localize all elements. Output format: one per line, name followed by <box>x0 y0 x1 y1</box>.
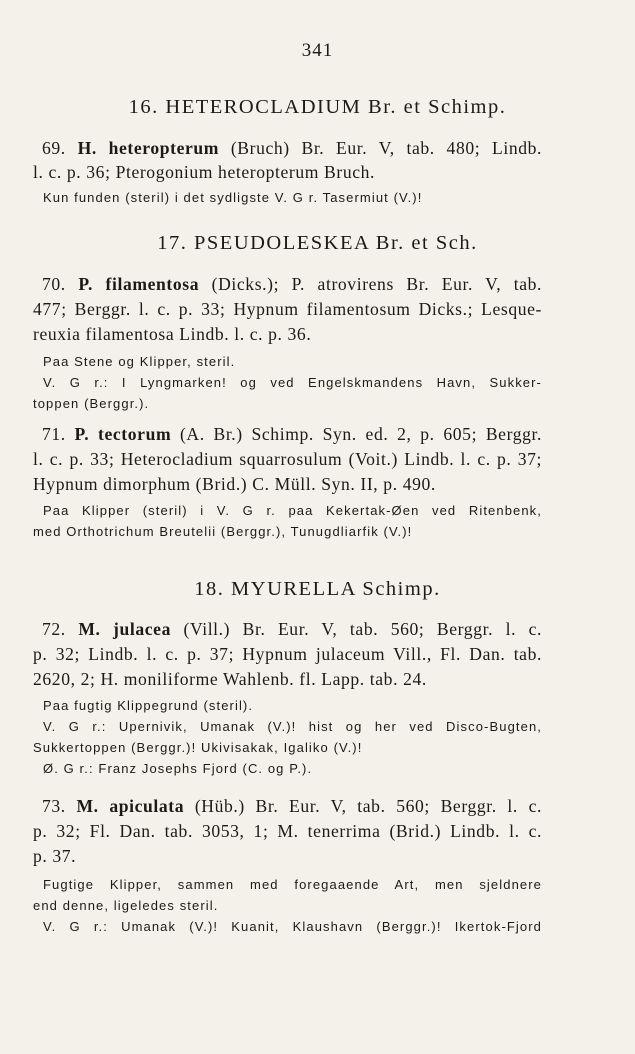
entry-73-line-1 <box>42 796 542 817</box>
species-name: M. julacea <box>78 619 171 639</box>
entry-70-note-1: Paa Stene og Klipper, steril. <box>43 354 236 369</box>
entry-70-line-2: 477; Berggr. l. c. p. 33; Hypnum filamentosum Dicks.; Lesque- <box>33 299 542 319</box>
entry-69-line-1 <box>42 138 542 159</box>
species-name: P. tectorum <box>74 424 172 444</box>
page-number: 341 <box>301 40 334 61</box>
entry-71-line-2: l. c. p. 33; Heterocladium squarrosulum (Voit.) Lindb. l. c. p. 37; <box>33 449 542 469</box>
entry-72-line-1 <box>42 619 542 640</box>
entry-citation: (Vill.) Br. Eur. V, tab. 560; Berggr. l. c. <box>170 619 542 639</box>
species-name: P. filamentosa <box>78 274 200 294</box>
entry-70-note-2: V. G r.: I Lyngmarken! og ved Engelskmandens Havn, Sukker- <box>43 375 542 390</box>
entry-citation: (Hüb.) Br. Eur. V, tab. 560; Berggr. l. c. <box>184 796 542 816</box>
entry-72-line-2: p. 32; Lindb. l. c. p. 37; Hypnum julaceum Vill., Fl. Dan. tab. <box>33 644 542 664</box>
species-name: H. heteropterum <box>77 138 220 158</box>
section-heading-myurella: 18. MYURELLA Schimp. <box>194 578 441 600</box>
entry-70-line-1 <box>42 274 542 295</box>
entry-citation: (Dicks.); P. atrovirens Br. Eur. V, tab. <box>199 274 542 294</box>
entry-71-line-3: Hypnum dimorphum (Brid.) C. Müll. Syn. II, p. 490. <box>33 474 436 494</box>
entry-number: 71. <box>42 424 66 444</box>
entry-71-line-1 <box>42 424 542 445</box>
entry-73-note-2: end denne, ligeledes steril. <box>33 898 219 913</box>
entry-73-line-3: p. 37. <box>33 846 77 866</box>
entry-70-line-3: reuxia filamentosa Lindb. l. c. p. 36. <box>33 324 312 344</box>
entry-72-note-3: Sukkertoppen (Berggr.)! Ukivisakak, Igaliko (V.)! <box>33 740 363 755</box>
entry-73-note-1: Fugtige Klipper, sammen med foregaaende Art, men sjeldnere <box>43 877 542 892</box>
entry-number: 69. <box>42 138 66 158</box>
entry-72-note-4: Ø. G r.: Franz Josephs Fjord (C. og P.). <box>43 761 313 776</box>
entry-72-line-3: 2620, 2; H. moniliforme Wahlenb. fl. Lapp. tab. 24. <box>33 669 427 689</box>
entry-number: 72. <box>42 619 66 639</box>
entry-number: 70. <box>42 274 66 294</box>
section-heading-heterocladium: 16. HETEROCLADIUM Br. et Schimp. <box>128 96 507 118</box>
entry-69-line-2: l. c. p. 36; Pterogonium heteropterum Bruch. <box>33 162 376 182</box>
entry-number: 73. <box>42 796 66 816</box>
entry-71-note-1: Paa Klipper (steril) i V. G r. paa Kekertak-Øen ved Ritenbenk, <box>43 503 542 518</box>
entry-73-line-2: p. 32; Fl. Dan. tab. 3053, 1; M. tenerrima (Brid.) Lindb. l. c. <box>33 821 542 841</box>
entry-citation: (A. Br.) Schimp. Syn. ed. 2, p. 605; Berggr. <box>171 424 542 444</box>
entry-73-note-3: V. G r.: Umanak (V.)! Kuanit, Klaushavn (Berggr.)! Ikertok-Fjord <box>43 919 542 934</box>
entry-72-note-2: V. G r.: Upernivik, Umanak (V.)! hist og her ved Disco-Bugten, <box>43 719 542 734</box>
entry-72-note-1: Paa fugtig Klippegrund (steril). <box>43 698 254 713</box>
entry-71-note-2: med Orthotrichum Breutelii (Berggr.), Tunugdliarfik (V.)! <box>33 524 413 539</box>
entry-citation: (Bruch) Br. Eur. V, tab. 480; Lindb. <box>219 138 543 158</box>
entry-70-note-3: toppen (Berggr.). <box>33 396 150 411</box>
entry-69-note-1: Kun funden (steril) i det sydligste V. G r. Tasermiut (V.)! <box>43 190 423 205</box>
species-name: M. apiculata <box>76 796 185 816</box>
section-heading-pseudoleskea: 17. PSEUDOLESKEA Br. et Sch. <box>157 232 478 254</box>
